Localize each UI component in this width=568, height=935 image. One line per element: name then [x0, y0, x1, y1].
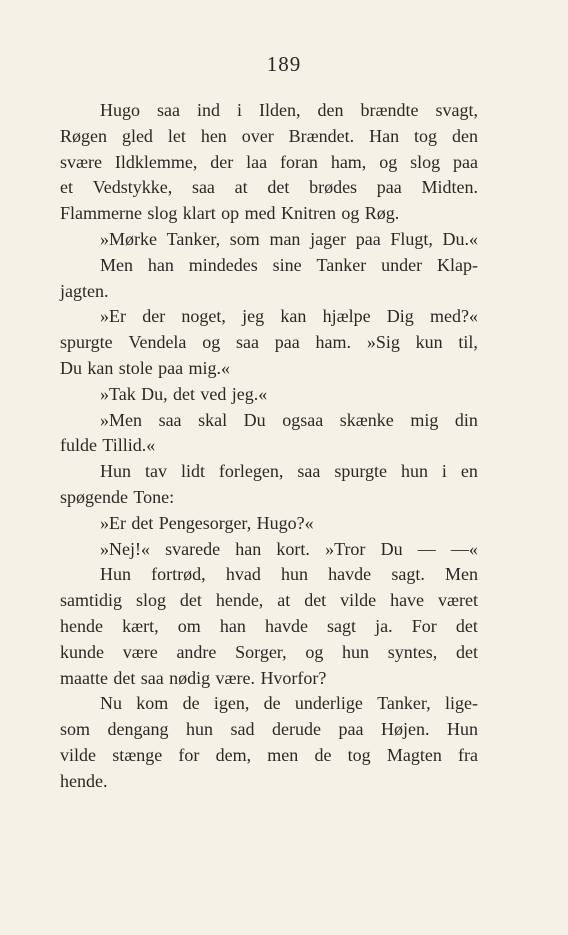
word: Hvorfor? [260, 667, 327, 688]
word: op [221, 203, 240, 224]
word: klart [182, 203, 216, 224]
word: der [210, 151, 234, 172]
word: det [179, 590, 202, 611]
word: tog [414, 125, 438, 146]
word: med?« [430, 306, 478, 327]
word: hen [200, 125, 227, 146]
word: vilde [60, 744, 96, 765]
word: kort. [276, 538, 310, 559]
word: det [113, 667, 136, 688]
word: kunde [60, 641, 104, 662]
word: svagt, [435, 100, 478, 120]
word: Hun [100, 461, 131, 482]
text-line [60, 485, 478, 511]
text-line [60, 666, 478, 692]
word: under [381, 254, 423, 275]
word: og [341, 203, 360, 224]
word: Han [369, 125, 400, 146]
text-line [60, 330, 478, 356]
word: og [379, 151, 398, 172]
text-line [60, 279, 478, 305]
word: syntes, [387, 641, 438, 662]
word: det [304, 590, 327, 611]
word: et [60, 177, 73, 198]
word: ogsaa [282, 409, 324, 430]
word: Men [445, 564, 478, 585]
word: maatte [60, 667, 108, 688]
word: hun [281, 564, 308, 585]
word: ham. [315, 332, 352, 353]
word: hun [400, 461, 428, 482]
word: »Tror [325, 538, 366, 559]
word: samtidig [60, 590, 122, 611]
text-line [60, 201, 478, 227]
word: sad [230, 719, 255, 740]
text-line [60, 717, 478, 743]
text-line [60, 382, 478, 408]
word: saa [140, 667, 164, 688]
body-text [60, 98, 478, 795]
word: hun [342, 641, 370, 662]
word: og [305, 641, 324, 662]
word: gled [121, 125, 153, 146]
word: kom [136, 693, 169, 714]
word: være. [215, 667, 256, 688]
word: foran [279, 151, 318, 172]
word: saa [191, 177, 215, 198]
text-line [60, 304, 478, 330]
word: nødig [169, 667, 211, 688]
word: mig.« [188, 357, 231, 378]
word: han [235, 538, 262, 559]
word: Tanker, [166, 228, 221, 249]
text-line [60, 511, 478, 537]
word: andre [176, 641, 217, 662]
word: svarede [165, 538, 221, 559]
word: sagt. [391, 564, 425, 585]
word: i [441, 461, 447, 482]
word: laa [246, 151, 268, 172]
word: saa [297, 461, 321, 482]
word: Røgen [60, 125, 107, 146]
word: fulde [60, 435, 97, 456]
word: tav [144, 461, 167, 482]
word: spøgende [60, 486, 128, 507]
text-line [60, 562, 478, 588]
word: spurgte [334, 461, 387, 482]
word: som [229, 228, 260, 249]
word: svære [60, 151, 102, 172]
word: fortrød, [151, 564, 206, 585]
text-line [60, 253, 478, 279]
word: det [267, 177, 290, 198]
word: kan [87, 357, 114, 378]
word: og [202, 332, 221, 353]
word: jager [310, 228, 347, 249]
word: havde [264, 615, 308, 636]
word: fra [458, 744, 478, 765]
word: en [460, 461, 478, 482]
word: Hugo?« [256, 512, 314, 533]
word: Dig [386, 306, 414, 327]
word: Sorger, [235, 641, 287, 662]
word: tog [347, 744, 371, 765]
word: stole [118, 357, 153, 378]
word: jeg.« [231, 383, 268, 404]
text-line [60, 356, 478, 382]
word: slog [147, 203, 178, 224]
word: skal [198, 409, 228, 430]
word: hende, [215, 590, 264, 611]
word: for [178, 744, 200, 765]
word: Ildklemme, [114, 151, 198, 172]
word: sagt [327, 615, 357, 636]
word: de [182, 693, 200, 714]
word: forlegen, [218, 461, 284, 482]
text-line [60, 640, 478, 666]
word: hvad [225, 564, 261, 585]
word: med [244, 203, 276, 224]
word: paa [158, 357, 184, 378]
text-line [60, 614, 478, 640]
word: Hun [446, 719, 478, 740]
word: i [237, 100, 243, 120]
word: hjælpe [322, 306, 371, 327]
word: jeg [242, 306, 265, 327]
word: at [277, 590, 291, 611]
word: stænge [112, 744, 163, 765]
word: jagten. [60, 280, 109, 301]
word: spurgte [60, 332, 113, 353]
word: Flammerne [60, 203, 142, 224]
word: dengang [107, 719, 169, 740]
word: ja. [375, 615, 393, 636]
word: ham, [330, 151, 367, 172]
word: sine [272, 254, 302, 275]
word: Vendela [128, 332, 187, 353]
word: — [417, 538, 436, 559]
word: havde [328, 564, 372, 585]
word: Knitren [280, 203, 336, 224]
word: dem, [215, 744, 252, 765]
word: let [167, 125, 186, 146]
word: paa [338, 719, 364, 740]
word: Du [60, 357, 82, 378]
word: været [437, 590, 478, 611]
word: Du [380, 538, 403, 559]
word: For [411, 615, 437, 636]
text-line [60, 175, 478, 201]
word: noget, [181, 306, 226, 327]
text-line [60, 743, 478, 769]
word: igen, [213, 693, 250, 714]
word: den [452, 125, 478, 146]
word: Midten. [421, 177, 478, 198]
word: »Mørke [100, 228, 157, 249]
word: mig [410, 409, 439, 430]
word: Magten [386, 744, 442, 765]
word: Du [243, 409, 266, 430]
word: kun [415, 332, 443, 353]
page-number: 189 [266, 52, 302, 76]
text-line [60, 433, 478, 459]
text-line [60, 769, 478, 795]
word: Flugt, [390, 228, 433, 249]
word: »Er [100, 512, 126, 533]
word: det [131, 512, 154, 533]
word: men [267, 744, 299, 765]
text-line [60, 98, 478, 124]
word: hende. [60, 770, 108, 791]
word: Du.« [442, 228, 478, 249]
text-line [60, 588, 478, 614]
word: have [390, 590, 425, 611]
word: Røg. [364, 203, 400, 224]
word: at [234, 177, 248, 198]
word: hende [60, 615, 103, 636]
word: der [142, 306, 166, 327]
word: som [60, 719, 91, 740]
word: paa [452, 151, 478, 172]
word: saa [157, 100, 180, 120]
word: saa [158, 409, 182, 430]
word: brødes [309, 177, 358, 198]
word: Tanker [316, 254, 367, 275]
word: til, [458, 332, 478, 353]
word: Brændet. [288, 125, 355, 146]
word: Hugo [100, 100, 140, 120]
word: Vedstykke, [92, 177, 173, 198]
word: Du, [141, 383, 168, 404]
word: saa [236, 332, 259, 353]
text-line [60, 691, 478, 717]
text-line [60, 408, 478, 434]
word: —« [450, 538, 478, 559]
word: den [317, 100, 344, 120]
word: mindedes [188, 254, 258, 275]
word: om [177, 615, 201, 636]
word: han [147, 254, 174, 275]
word: de [263, 693, 281, 714]
word: de [314, 744, 332, 765]
word: Tanker, [377, 693, 431, 714]
word: ved [200, 383, 227, 404]
word: Men [100, 254, 133, 275]
word: Hun [100, 564, 131, 585]
word: »Er [100, 306, 126, 327]
word: underlige [294, 693, 363, 714]
word: slog [410, 151, 441, 172]
word: over [241, 125, 274, 146]
word: Nu [100, 693, 122, 714]
word: lige- [444, 693, 478, 714]
text-line [60, 124, 478, 150]
word: »Sig [366, 332, 400, 353]
word: Klap- [436, 254, 478, 275]
word: paa [355, 228, 381, 249]
word: hun [186, 719, 213, 740]
word: kan [280, 306, 307, 327]
word: paa [274, 332, 300, 353]
text-line [60, 537, 478, 563]
word: slog [135, 590, 166, 611]
word: Tone: [133, 486, 175, 507]
word: din [454, 409, 478, 430]
word: Højen. [380, 719, 430, 740]
word: skænke [339, 409, 394, 430]
word: være [122, 641, 158, 662]
word: han [219, 615, 246, 636]
word: Pengesorger, [158, 512, 252, 533]
word: »Nej!« [100, 538, 150, 559]
word: det [455, 615, 478, 636]
word: Ilden, [259, 100, 301, 120]
text-line [60, 459, 478, 485]
word: »Men [100, 409, 142, 430]
text-line [60, 150, 478, 176]
word: det [173, 383, 196, 404]
word: brændte [360, 100, 419, 120]
word: det [455, 641, 478, 662]
word: lidt [180, 461, 205, 482]
word: paa [376, 177, 402, 198]
word: »Tak [100, 383, 136, 404]
word: derude [272, 719, 321, 740]
word: kært, [122, 615, 159, 636]
word: ind [196, 100, 220, 120]
text-line [60, 227, 478, 253]
word: Tillid.« [102, 435, 156, 456]
word: man [269, 228, 301, 249]
word: vilde [340, 590, 377, 611]
